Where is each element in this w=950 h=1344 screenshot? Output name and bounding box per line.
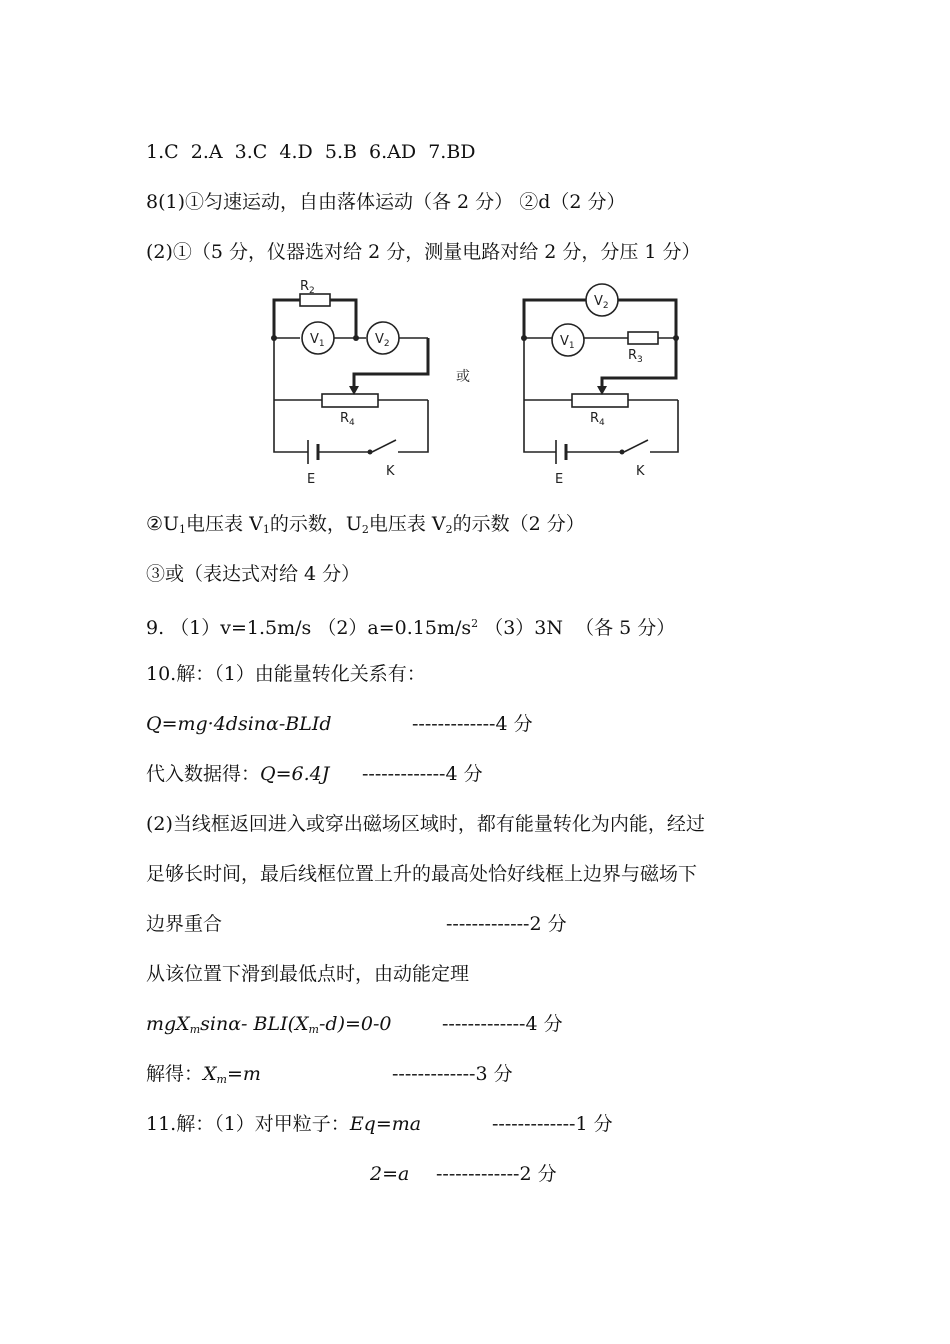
right-r3-label: $R_3$: [628, 348, 643, 365]
q10-p2-line3: 边界重合: [146, 913, 223, 935]
q10-p2-line4: 从该位置下滑到最低点时，由动能定理: [146, 963, 470, 985]
q10-p2-line2: 足够长时间，最后线框位置上升的最高处恰好线框上边界与磁场下: [146, 863, 698, 885]
left-k-label: K: [386, 464, 395, 479]
q8-part2: (2)①（5 分，仪器选对给 2 分，测量电路对给 2 分，分压 1 分）: [146, 241, 701, 263]
q10-eq2-score: -------------4 分: [362, 763, 483, 785]
q8-part2-2: $②U_1$电压表 $V_1$的示数，$U_2$电压表 $V_2$的示数（2 分）: [146, 513, 585, 536]
q10-p2-score: -------------2 分: [446, 913, 567, 935]
q10-eq3-score: -------------4 分: [442, 1013, 563, 1035]
q10-eq1-score: -------------4 分: [412, 713, 533, 735]
left-r4-label: $R_4$: [340, 411, 355, 428]
right-r4-label: $R_4$: [590, 411, 605, 428]
q8-part1: 8(1)①匀速运动，自由落体运动（各 2 分） ②d（2 分）: [146, 191, 626, 213]
left-resistor-r2: [300, 294, 330, 306]
answers-line: 1.C 2.A 3.C 4.D 5.B 6.AD 7.BD: [146, 141, 476, 163]
left-rheostat-r4: [322, 394, 378, 407]
left-v2-label: $V_2$: [375, 332, 390, 349]
right-e-label: E: [555, 472, 564, 487]
right-rheostat-r4: [572, 394, 628, 407]
right-switch-k: [624, 440, 648, 452]
q11-eq1-score: -------------1 分: [492, 1113, 613, 1135]
q9-line: 9. （1）v=1.5m/s $(2)a=0.15m/s^2$ （3）3N （各 5 分）: [146, 617, 676, 639]
left-e-label: E: [307, 472, 316, 487]
right-v2-label: $V_2$: [594, 294, 609, 311]
q10-solution: 解得：$X_m=m$: [146, 1063, 261, 1086]
q11-intro: 11.解：（1）对甲粒子：Eq=ma: [146, 1113, 422, 1135]
q10-eq2: 代入数据得：Q=6.4J: [146, 763, 330, 785]
q11-eq2: 2=a: [370, 1163, 410, 1185]
q10-intro: 10.解：（1）由能量转化关系有：: [146, 663, 426, 685]
q10-p2-line1: (2)当线框返回进入或穿出磁场区域时，都有能量转化为内能，经过: [146, 813, 705, 835]
q10-eq3: mgX$_m$sinα- $BLI(X_m-d)=0-0$: [146, 1013, 392, 1036]
circuit-diagrams: [0, 0, 950, 500]
left-v1-label: $V_1$: [310, 332, 325, 349]
right-v1-label: $V_1$: [560, 334, 575, 351]
q8-part2-3: ③或（表达式对给 4 分）: [146, 563, 361, 585]
right-resistor-r3: [628, 332, 658, 344]
left-r2-label: $R_2$: [300, 279, 315, 296]
q10-solution-score: -------------3 分: [392, 1063, 513, 1085]
right-circuit: [524, 284, 678, 464]
left-switch-k: [372, 440, 396, 452]
q11-eq2-score: -------------2 分: [436, 1163, 557, 1185]
right-k-label: K: [636, 464, 645, 479]
left-circuit: [274, 294, 428, 464]
q10-eq1: Q=mg·4dsinα-BLId: [146, 713, 332, 735]
or-label: 或: [456, 369, 470, 385]
